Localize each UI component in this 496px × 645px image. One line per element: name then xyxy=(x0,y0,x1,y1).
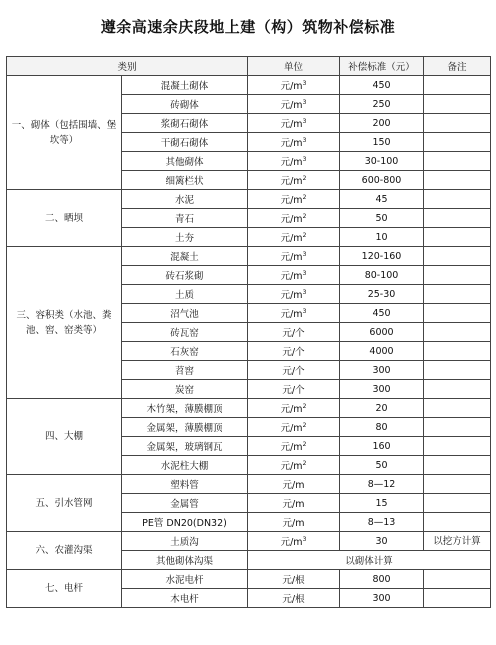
unit-text: 元/m xyxy=(280,195,303,206)
item-cell: 砖砌体 xyxy=(122,95,248,114)
unit-cell xyxy=(248,513,340,532)
unit-cell xyxy=(248,228,340,247)
standard-cell: 4000 xyxy=(340,342,424,361)
note-cell: 以挖方计算 xyxy=(424,532,491,551)
unit-text: 元/m xyxy=(280,119,303,130)
unit-text: 元/个 xyxy=(282,328,305,339)
unit-exponent: 2 xyxy=(302,459,307,467)
note-cell xyxy=(424,190,491,209)
standard-cell: 300 xyxy=(340,589,424,608)
note-cell xyxy=(424,418,491,437)
standard-cell: 200 xyxy=(340,114,424,133)
item-cell: 其他砌体 xyxy=(122,152,248,171)
item-cell: 混凝土砌体 xyxy=(122,76,248,95)
item-cell: 水泥 xyxy=(122,190,248,209)
item-cell: 木电杆 xyxy=(122,589,248,608)
unit-exponent: 3 xyxy=(302,117,307,125)
unit-cell xyxy=(248,399,340,418)
unit-cell xyxy=(248,323,340,342)
item-cell: 水泥柱大棚 xyxy=(122,456,248,475)
note-cell xyxy=(424,152,491,171)
unit-cell xyxy=(248,266,340,285)
item-cell: 炭窑 xyxy=(122,380,248,399)
unit-cell xyxy=(248,494,340,513)
standard-cell: 250 xyxy=(340,95,424,114)
unit-text: 元/m xyxy=(280,214,303,225)
unit-text: 元/m xyxy=(280,461,303,472)
item-cell: 金属管 xyxy=(122,494,248,513)
unit-text: 元/m xyxy=(280,138,303,149)
standard-cell: 80-100 xyxy=(340,266,424,285)
merged-standard-cell: 以砌体计算 xyxy=(248,551,491,570)
standard-cell: 300 xyxy=(340,361,424,380)
note-cell xyxy=(424,475,491,494)
item-cell: 石灰窑 xyxy=(122,342,248,361)
header-category: 类别 xyxy=(7,57,248,76)
unit-cell xyxy=(248,532,340,551)
table-row xyxy=(7,76,491,95)
unit-exponent: 2 xyxy=(302,174,307,182)
standard-cell: 150 xyxy=(340,133,424,152)
unit-text: 元/m xyxy=(280,176,303,187)
unit-cell xyxy=(248,456,340,475)
unit-cell xyxy=(248,190,340,209)
item-cell: 土质沟 xyxy=(122,532,248,551)
unit-text: 元/m xyxy=(282,499,305,510)
category-cell: 四、大棚 xyxy=(7,399,122,475)
unit-cell xyxy=(248,380,340,399)
category-cell: 六、农灌沟渠 xyxy=(7,532,122,570)
note-cell xyxy=(424,209,491,228)
item-cell: 砖石浆砌 xyxy=(122,266,248,285)
table-row xyxy=(7,532,491,551)
category-cell: 三、容积类（水池、粪池、窖、窑类等） xyxy=(7,247,122,399)
note-cell xyxy=(424,513,491,532)
unit-exponent: 3 xyxy=(302,269,307,277)
note-cell xyxy=(424,589,491,608)
unit-text: 元/根 xyxy=(282,575,305,586)
unit-cell xyxy=(248,570,340,589)
unit-text: 元/根 xyxy=(282,594,305,605)
unit-exponent: 3 xyxy=(302,307,307,315)
standard-cell: 160 xyxy=(340,437,424,456)
unit-text: 元/m xyxy=(280,252,303,263)
standard-cell: 15 xyxy=(340,494,424,513)
table-row xyxy=(7,247,491,266)
standard-cell: 6000 xyxy=(340,323,424,342)
item-cell: 木竹架，薄膜棚顶 xyxy=(122,399,248,418)
unit-exponent: 3 xyxy=(302,250,307,258)
unit-cell xyxy=(248,418,340,437)
item-cell: 青石 xyxy=(122,209,248,228)
unit-text: 元/m xyxy=(280,290,303,301)
item-cell: 混凝土 xyxy=(122,247,248,266)
standard-cell: 80 xyxy=(340,418,424,437)
unit-cell xyxy=(248,437,340,456)
item-cell: 金属架，薄膜棚顶 xyxy=(122,418,248,437)
note-cell xyxy=(424,133,491,152)
header-unit: 单位 xyxy=(248,57,340,76)
standard-cell: 45 xyxy=(340,190,424,209)
unit-exponent: 2 xyxy=(302,212,307,220)
unit-exponent: 2 xyxy=(302,440,307,448)
standard-cell: 20 xyxy=(340,399,424,418)
note-cell xyxy=(424,437,491,456)
item-cell: 细篱栏状 xyxy=(122,171,248,190)
unit-cell xyxy=(248,171,340,190)
unit-text: 元/m xyxy=(280,537,303,548)
standard-cell: 30 xyxy=(340,532,424,551)
standard-cell: 30-100 xyxy=(340,152,424,171)
unit-cell xyxy=(248,133,340,152)
unit-exponent: 2 xyxy=(302,402,307,410)
item-cell: 金属架，玻璃钢瓦 xyxy=(122,437,248,456)
unit-cell xyxy=(248,361,340,380)
item-cell: 其他砌体沟渠 xyxy=(122,551,248,570)
header-note: 备注 xyxy=(424,57,491,76)
standard-cell: 450 xyxy=(340,304,424,323)
note-cell xyxy=(424,285,491,304)
unit-exponent: 3 xyxy=(302,288,307,296)
unit-text: 元/m xyxy=(280,233,303,244)
unit-cell xyxy=(248,114,340,133)
unit-exponent: 3 xyxy=(302,98,307,106)
unit-text: 元/m xyxy=(280,404,303,415)
note-cell xyxy=(424,228,491,247)
unit-cell xyxy=(248,209,340,228)
unit-exponent: 2 xyxy=(302,231,307,239)
unit-cell xyxy=(248,342,340,361)
unit-cell xyxy=(248,589,340,608)
unit-exponent: 3 xyxy=(302,535,307,543)
standard-cell: 50 xyxy=(340,209,424,228)
unit-text: 元/m xyxy=(280,81,303,92)
item-cell: 苕窖 xyxy=(122,361,248,380)
note-cell xyxy=(424,266,491,285)
standard-cell: 450 xyxy=(340,76,424,95)
note-cell xyxy=(424,304,491,323)
unit-text: 元/m xyxy=(280,423,303,434)
category-cell: 五、引水管网 xyxy=(7,475,122,532)
standard-cell: 25-30 xyxy=(340,285,424,304)
note-cell xyxy=(424,247,491,266)
standard-cell: 8—12 xyxy=(340,475,424,494)
unit-cell xyxy=(248,285,340,304)
table-body xyxy=(7,76,491,608)
unit-exponent: 2 xyxy=(302,421,307,429)
standard-cell: 8—13 xyxy=(340,513,424,532)
standard-cell: 50 xyxy=(340,456,424,475)
standard-cell: 600-800 xyxy=(340,171,424,190)
unit-text: 元/个 xyxy=(282,385,305,396)
table-row xyxy=(7,570,491,589)
unit-text: 元/m xyxy=(280,442,303,453)
standard-cell: 800 xyxy=(340,570,424,589)
unit-exponent: 2 xyxy=(302,193,307,201)
item-cell: 浆砌石砌体 xyxy=(122,114,248,133)
table-row xyxy=(7,475,491,494)
unit-text: 元/个 xyxy=(282,366,305,377)
unit-cell xyxy=(248,475,340,494)
note-cell xyxy=(424,361,491,380)
item-cell: 塑料管 xyxy=(122,475,248,494)
item-cell: 沼气池 xyxy=(122,304,248,323)
note-cell xyxy=(424,323,491,342)
unit-exponent: 3 xyxy=(302,155,307,163)
document-title: 遵余高速余庆段地上建（构）筑物补偿标准 xyxy=(100,18,396,36)
standard-cell: 10 xyxy=(340,228,424,247)
unit-cell xyxy=(248,247,340,266)
unit-cell xyxy=(248,152,340,171)
note-cell xyxy=(424,95,491,114)
unit-text: 元/m xyxy=(280,157,303,168)
category-cell: 一、砌体（包括围墙、堡坎等） xyxy=(7,76,122,190)
unit-text: 元/m xyxy=(280,271,303,282)
unit-cell xyxy=(248,76,340,95)
unit-exponent: 3 xyxy=(302,136,307,144)
item-cell: 干砌石砌体 xyxy=(122,133,248,152)
unit-exponent: 3 xyxy=(302,79,307,87)
item-cell: 土质 xyxy=(122,285,248,304)
category-cell: 二、晒坝 xyxy=(7,190,122,247)
unit-cell xyxy=(248,304,340,323)
unit-text: 元/m xyxy=(282,480,305,491)
item-cell: 水泥电杆 xyxy=(122,570,248,589)
header-standard: 补偿标准（元） xyxy=(340,57,424,76)
unit-text: 元/m xyxy=(282,518,305,529)
note-cell xyxy=(424,570,491,589)
note-cell xyxy=(424,171,491,190)
unit-text: 元/个 xyxy=(282,347,305,358)
note-cell xyxy=(424,342,491,361)
category-cell: 七、电杆 xyxy=(7,570,122,608)
note-cell xyxy=(424,399,491,418)
note-cell xyxy=(424,380,491,399)
standard-cell: 120-160 xyxy=(340,247,424,266)
table-row xyxy=(7,399,491,418)
table-row xyxy=(7,190,491,209)
note-cell xyxy=(424,76,491,95)
standard-cell: 300 xyxy=(340,380,424,399)
unit-cell xyxy=(248,95,340,114)
note-cell xyxy=(424,494,491,513)
unit-text: 元/m xyxy=(280,309,303,320)
note-cell xyxy=(424,114,491,133)
unit-text: 元/m xyxy=(280,100,303,111)
note-cell xyxy=(424,456,491,475)
table-header-row xyxy=(7,57,491,76)
item-cell: PE管 DN20(DN32) xyxy=(122,513,248,532)
item-cell: 砖瓦窑 xyxy=(122,323,248,342)
compensation-table xyxy=(6,56,491,608)
item-cell: 土夯 xyxy=(122,228,248,247)
